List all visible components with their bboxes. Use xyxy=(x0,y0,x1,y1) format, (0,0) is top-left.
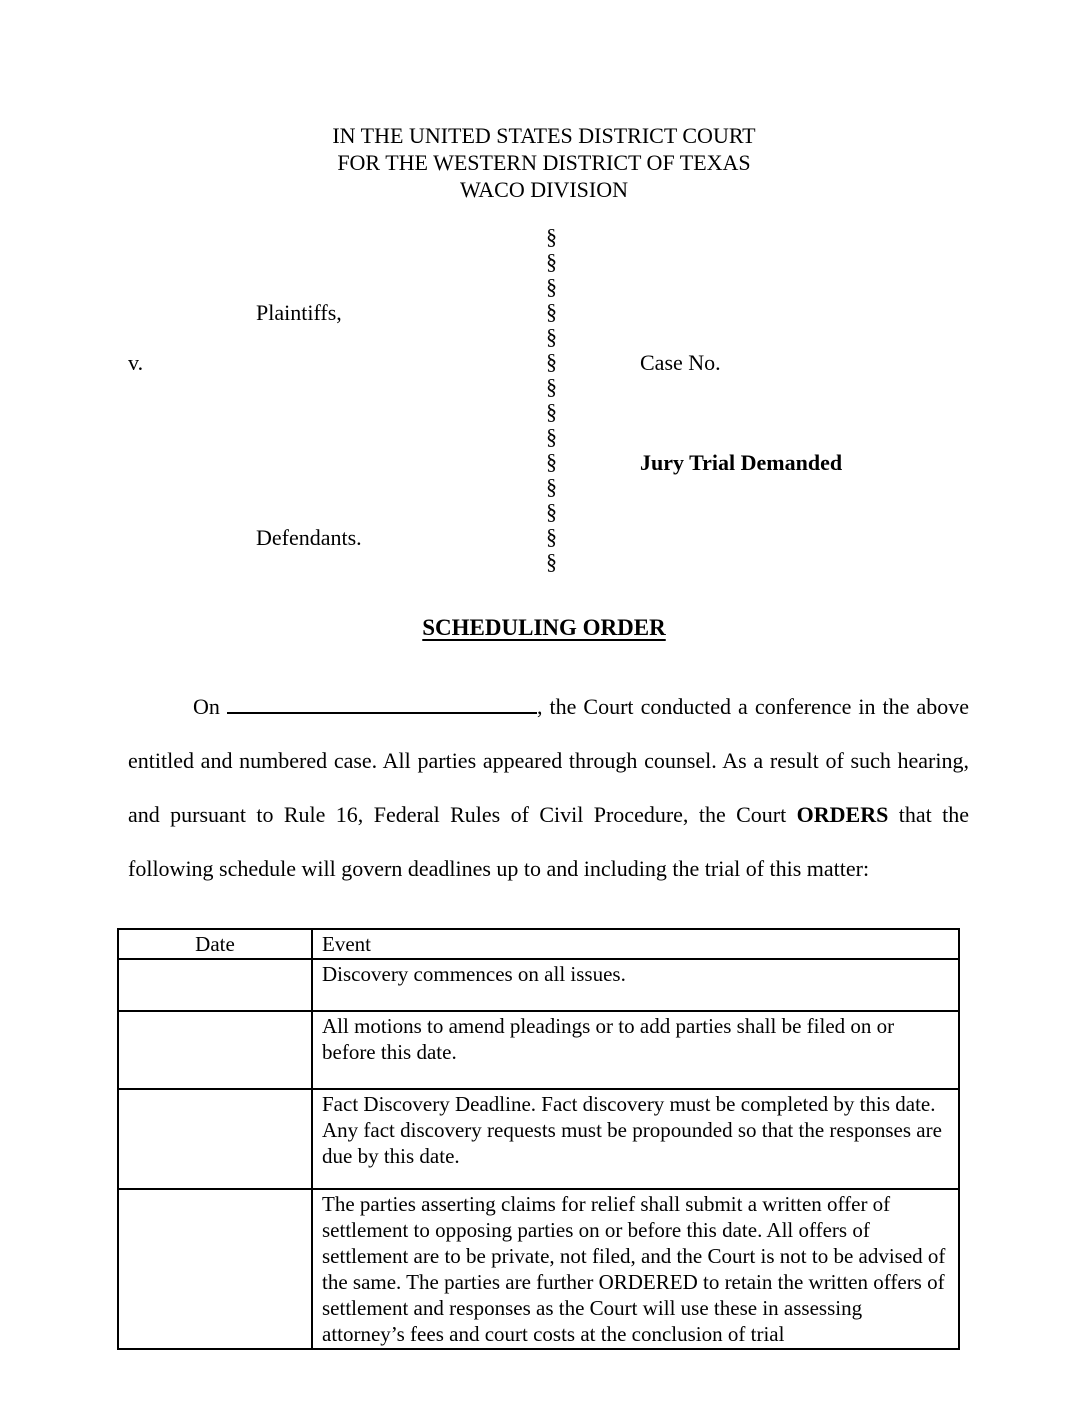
section-symbol: § xyxy=(546,524,557,549)
section-symbol: § xyxy=(546,274,557,299)
table-row xyxy=(118,959,959,1011)
paragraph-closing: that the following schedule will govern deadlines up to and including the trial of this matter: xyxy=(128,802,970,881)
schedule-table xyxy=(117,928,960,1350)
date-column-header: Date xyxy=(118,929,312,959)
court-header-line-3: WACO DIVISION xyxy=(459,177,629,202)
event-column-header: Event xyxy=(312,929,959,959)
orders-word: ORDERS xyxy=(796,802,889,827)
section-symbol: § xyxy=(546,249,557,274)
table-row xyxy=(118,1011,959,1089)
date-cell xyxy=(118,959,312,1011)
order-title xyxy=(0,615,1088,641)
event-cell: Fact Discovery Deadline. Fact discovery must be completed by this date. Any fact discovery requests must be propounded so that the responses are due by this date. xyxy=(312,1089,959,1189)
table-row xyxy=(118,1189,959,1349)
event-cell: All motions to amend pleadings or to add parties shall be filed on or before this date. xyxy=(312,1011,959,1089)
section-symbol: § xyxy=(546,324,557,349)
section-symbol: § xyxy=(546,374,557,399)
date-cell xyxy=(118,1089,312,1189)
versus-label: v. xyxy=(128,350,144,375)
date-cell xyxy=(118,1189,312,1349)
section-symbol: § xyxy=(546,349,557,374)
section-symbol: § xyxy=(546,499,557,524)
event-cell: The parties asserting claims for relief shall submit a written offer of settlement to opposing parties on or before this date. All offers of settlement are to be private, not filed, and the Court is not to be advised of the same. The parties are further ORDERED to retain the written offers of settlement and responses as the Court will use these in assessing attorney’s fees and court costs at the conclusion of trial xyxy=(312,1189,959,1349)
section-symbol: § xyxy=(546,399,557,424)
section-symbol: § xyxy=(546,424,557,449)
paragraph-intro: On xyxy=(193,694,227,719)
case-number-label: Case No. xyxy=(640,350,721,375)
section-symbol: § xyxy=(546,449,557,474)
jury-trial-demanded-label: Jury Trial Demanded xyxy=(640,450,843,475)
section-symbol: § xyxy=(546,474,557,499)
section-symbol: § xyxy=(546,549,557,574)
table-row xyxy=(118,1089,959,1189)
order-title-text: SCHEDULING ORDER xyxy=(422,615,666,640)
section-symbol-column xyxy=(546,224,557,574)
paragraph-after-blank: , the Court conducted a conference in the above entitled and numbered case. All parties appeared through counsel. As a result of such hearing, and pursuant to Rule 16, Federal Rules of Civil Procedure, the Court xyxy=(128,694,970,827)
body-paragraph xyxy=(128,680,969,896)
court-header-line-2: FOR THE WESTERN DISTRICT OF TEXAS xyxy=(337,150,751,175)
table-header-row xyxy=(118,929,959,959)
section-symbol: § xyxy=(546,224,557,249)
date-fill-in-blank xyxy=(227,690,537,714)
plaintiffs-label: Plaintiffs, xyxy=(256,300,342,325)
section-symbol: § xyxy=(546,299,557,324)
defendants-label: Defendants. xyxy=(256,525,362,550)
court-header xyxy=(0,122,1088,203)
event-cell: Discovery commences on all issues. xyxy=(312,959,959,1011)
date-cell xyxy=(118,1011,312,1089)
court-header-line-1: IN THE UNITED STATES DISTRICT COURT xyxy=(332,123,756,148)
